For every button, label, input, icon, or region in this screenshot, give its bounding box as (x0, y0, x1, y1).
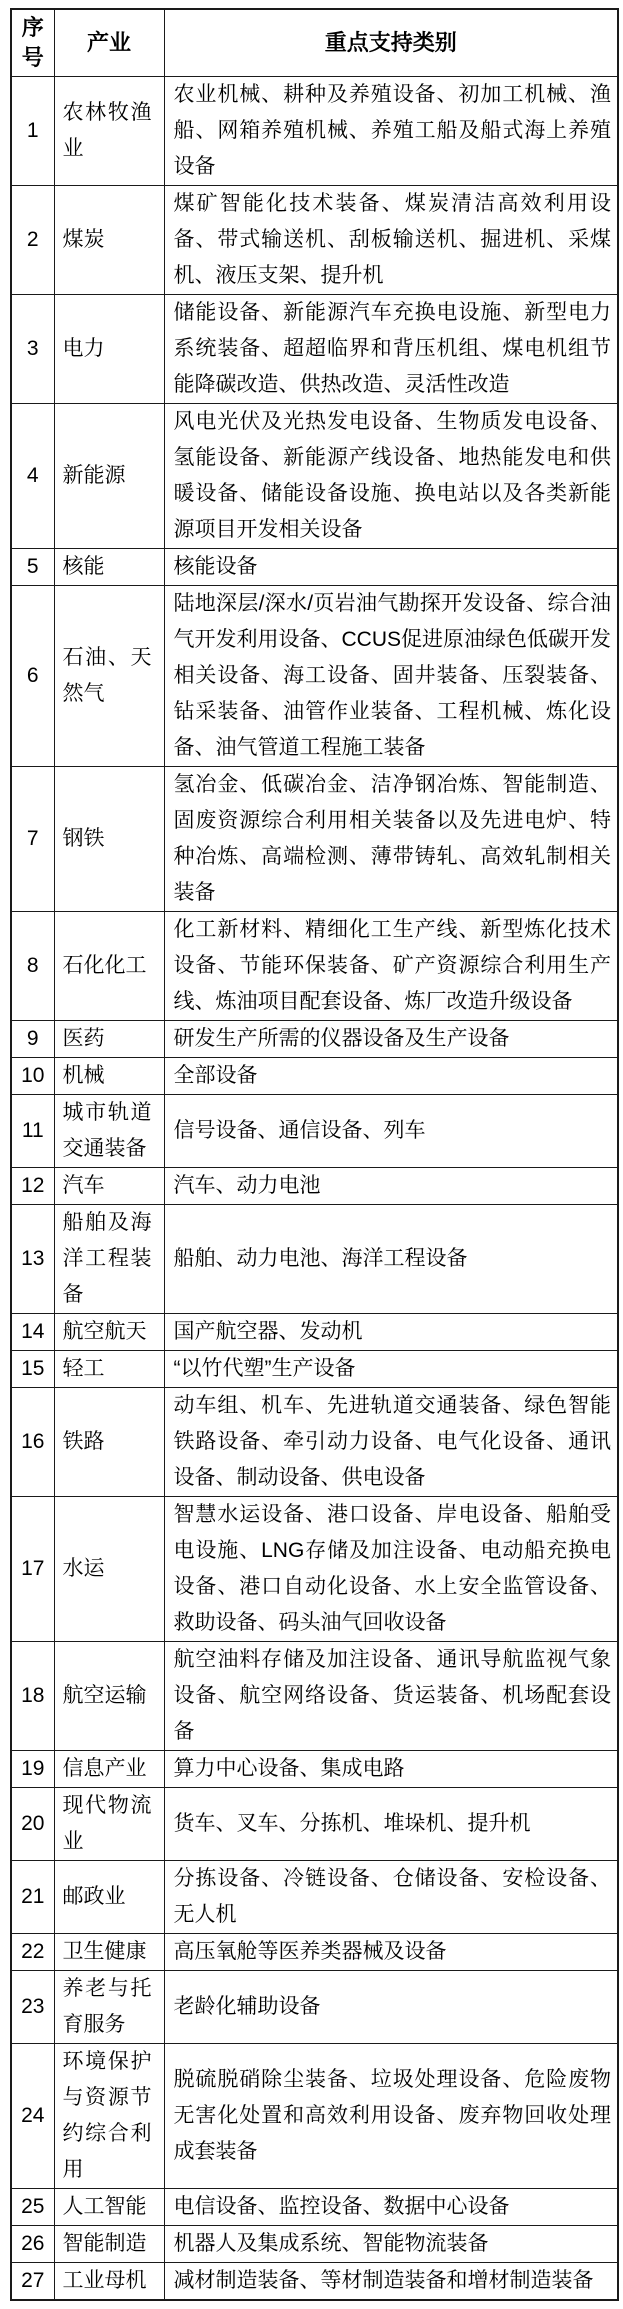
row-number-cell: 13 (11, 1204, 54, 1313)
industry-cell: 医药 (54, 1020, 164, 1057)
row-number-cell: 17 (11, 1496, 54, 1641)
categories-cell: 分拣设备、冷链设备、仓储设备、安检设备、无人机 (164, 1860, 618, 1933)
categories-cell: 国产航空器、发动机 (164, 1313, 618, 1350)
table-row (11, 1860, 618, 1933)
column-header-industry: 产业 (54, 9, 164, 76)
categories-cell: 动车组、机车、先进轨道交通装备、绿色智能铁路设备、牵引动力设备、电气化设备、通讯设备、制动设备、供电设备 (164, 1387, 618, 1496)
industry-cell: 核能 (54, 548, 164, 585)
industry-cell: 环境保护与资源节约综合利用 (54, 2043, 164, 2188)
table-row (11, 294, 618, 403)
industry-cell: 轻工 (54, 1350, 164, 1387)
table-header (11, 9, 618, 76)
table-row (11, 2262, 618, 2300)
categories-cell: 储能设备、新能源汽车充换电设施、新型电力系统装备、超超临界和背压机组、煤电机组节能降碳改造、供热改造、灵活性改造 (164, 294, 618, 403)
categories-cell: 航空油料存储及加注设备、通讯导航监视气象设备、航空网络设备、货运装备、机场配套设备 (164, 1641, 618, 1750)
industry-cell: 智能制造 (54, 2225, 164, 2262)
categories-cell: 电信设备、监控设备、数据中心设备 (164, 2188, 618, 2225)
categories-cell: 风电光伏及光热发电设备、生物质发电设备、氢能设备、新能源产线设备、地热能发电和供暖设备、储能设备设施、换电站以及各类新能源项目开发相关设备 (164, 403, 618, 548)
row-number-cell: 22 (11, 1933, 54, 1970)
categories-cell: 陆地深层/深水/页岩油气勘探开发设备、综合油气开发利用设备、CCUS促进原油绿色低碳开发相关设备、海工设备、固井装备、压裂装备、钻采装备、油管作业装备、工程机械、炼化设备、油气管道工程施工装备 (164, 585, 618, 766)
table-row (11, 1057, 618, 1094)
table-row (11, 585, 618, 766)
industry-cell: 新能源 (54, 403, 164, 548)
industry-cell: 城市轨道交通装备 (54, 1094, 164, 1167)
table-row (11, 1750, 618, 1787)
categories-cell: 智慧水运设备、港口设备、岸电设备、船舶受电设施、LNG存储及加注设备、电动船充换电设备、港口自动化设备、水上安全监管设备、救助设备、码头油气回收设备 (164, 1496, 618, 1641)
row-number-cell: 2 (11, 185, 54, 294)
row-number-cell: 20 (11, 1787, 54, 1860)
row-number-cell: 26 (11, 2225, 54, 2262)
key-support-categories-table (10, 8, 619, 2301)
row-number-cell: 19 (11, 1750, 54, 1787)
row-number-cell: 9 (11, 1020, 54, 1057)
table-row (11, 1204, 618, 1313)
categories-cell: 机器人及集成系统、智能物流装备 (164, 2225, 618, 2262)
industry-cell: 铁路 (54, 1387, 164, 1496)
row-number-cell: 4 (11, 403, 54, 548)
row-number-cell: 21 (11, 1860, 54, 1933)
industry-cell: 水运 (54, 1496, 164, 1641)
row-number-cell: 16 (11, 1387, 54, 1496)
table-row (11, 185, 618, 294)
table-row (11, 1970, 618, 2043)
row-number-cell: 11 (11, 1094, 54, 1167)
categories-cell: 氢冶金、低碳冶金、洁净钢冶炼、智能制造、固废资源综合利用相关装备以及先进电炉、特种冶炼、高端检测、薄带铸轧、高效轧制相关装备 (164, 766, 618, 911)
industry-cell: 现代物流业 (54, 1787, 164, 1860)
column-header-support-category: 重点支持类别 (164, 9, 618, 76)
categories-cell: “以竹代塑”生产设备 (164, 1350, 618, 1387)
row-number-cell: 27 (11, 2262, 54, 2300)
table-row (11, 1496, 618, 1641)
table-row (11, 766, 618, 911)
table-row (11, 1094, 618, 1167)
categories-cell: 全部设备 (164, 1057, 618, 1094)
table-row (11, 1641, 618, 1750)
categories-cell: 汽车、动力电池 (164, 1167, 618, 1204)
row-number-cell: 15 (11, 1350, 54, 1387)
table-row (11, 1313, 618, 1350)
row-number-cell: 10 (11, 1057, 54, 1094)
categories-cell: 信号设备、通信设备、列车 (164, 1094, 618, 1167)
row-number-cell: 5 (11, 548, 54, 585)
categories-cell: 脱硫脱硝除尘装备、垃圾处理设备、危险废物无害化处置和高效利用设备、废弃物回收处理成套装备 (164, 2043, 618, 2188)
row-number-cell: 6 (11, 585, 54, 766)
categories-cell: 老龄化辅助设备 (164, 1970, 618, 2043)
industry-cell: 机械 (54, 1057, 164, 1094)
row-number-cell: 1 (11, 76, 54, 185)
industry-cell: 工业母机 (54, 2262, 164, 2300)
row-number-cell: 7 (11, 766, 54, 911)
categories-cell: 减材制造装备、等材制造装备和增材制造装备 (164, 2262, 618, 2300)
table-row (11, 548, 618, 585)
table-row (11, 76, 618, 185)
industry-cell: 邮政业 (54, 1860, 164, 1933)
table-row (11, 2043, 618, 2188)
categories-cell: 研发生产所需的仪器设备及生产设备 (164, 1020, 618, 1057)
categories-cell: 算力中心设备、集成电路 (164, 1750, 618, 1787)
categories-cell: 煤矿智能化技术装备、煤炭清洁高效利用设备、带式输送机、刮板输送机、掘进机、采煤机、液压支架、提升机 (164, 185, 618, 294)
table-row (11, 1020, 618, 1057)
industry-cell: 卫生健康 (54, 1933, 164, 1970)
categories-cell: 货车、叉车、分拣机、堆垛机、提升机 (164, 1787, 618, 1860)
row-number-cell: 12 (11, 1167, 54, 1204)
industry-cell: 养老与托育服务 (54, 1970, 164, 2043)
categories-cell: 农业机械、耕种及养殖设备、初加工机械、渔船、网箱养殖机械、养殖工船及船式海上养殖设备 (164, 76, 618, 185)
row-number-cell: 18 (11, 1641, 54, 1750)
industry-cell: 煤炭 (54, 185, 164, 294)
industry-cell: 农林牧渔业 (54, 76, 164, 185)
table-row (11, 911, 618, 1020)
industry-cell: 石油、天然气 (54, 585, 164, 766)
industry-cell: 航空航天 (54, 1313, 164, 1350)
industry-cell: 信息产业 (54, 1750, 164, 1787)
table-row (11, 1350, 618, 1387)
table-row (11, 1787, 618, 1860)
row-number-cell: 23 (11, 1970, 54, 2043)
table-row (11, 403, 618, 548)
table-row (11, 1167, 618, 1204)
industry-cell: 航空运输 (54, 1641, 164, 1750)
row-number-cell: 25 (11, 2188, 54, 2225)
table-body (11, 76, 618, 2300)
industry-cell: 电力 (54, 294, 164, 403)
industry-cell: 船舶及海洋工程装备 (54, 1204, 164, 1313)
table-row (11, 1387, 618, 1496)
column-header-number: 序号 (11, 9, 54, 76)
row-number-cell: 3 (11, 294, 54, 403)
categories-cell: 核能设备 (164, 548, 618, 585)
table-row (11, 1933, 618, 1970)
header-row (11, 9, 618, 76)
categories-cell: 高压氧舱等医养类器械及设备 (164, 1933, 618, 1970)
industry-cell: 汽车 (54, 1167, 164, 1204)
table-row (11, 2188, 618, 2225)
categories-cell: 船舶、动力电池、海洋工程设备 (164, 1204, 618, 1313)
table-row (11, 2225, 618, 2262)
industry-cell: 石化化工 (54, 911, 164, 1020)
row-number-cell: 24 (11, 2043, 54, 2188)
row-number-cell: 8 (11, 911, 54, 1020)
row-number-cell: 14 (11, 1313, 54, 1350)
industry-cell: 人工智能 (54, 2188, 164, 2225)
industry-cell: 钢铁 (54, 766, 164, 911)
categories-cell: 化工新材料、精细化工生产线、新型炼化技术设备、节能环保装备、矿产资源综合利用生产线、炼油项目配套设备、炼厂改造升级设备 (164, 911, 618, 1020)
